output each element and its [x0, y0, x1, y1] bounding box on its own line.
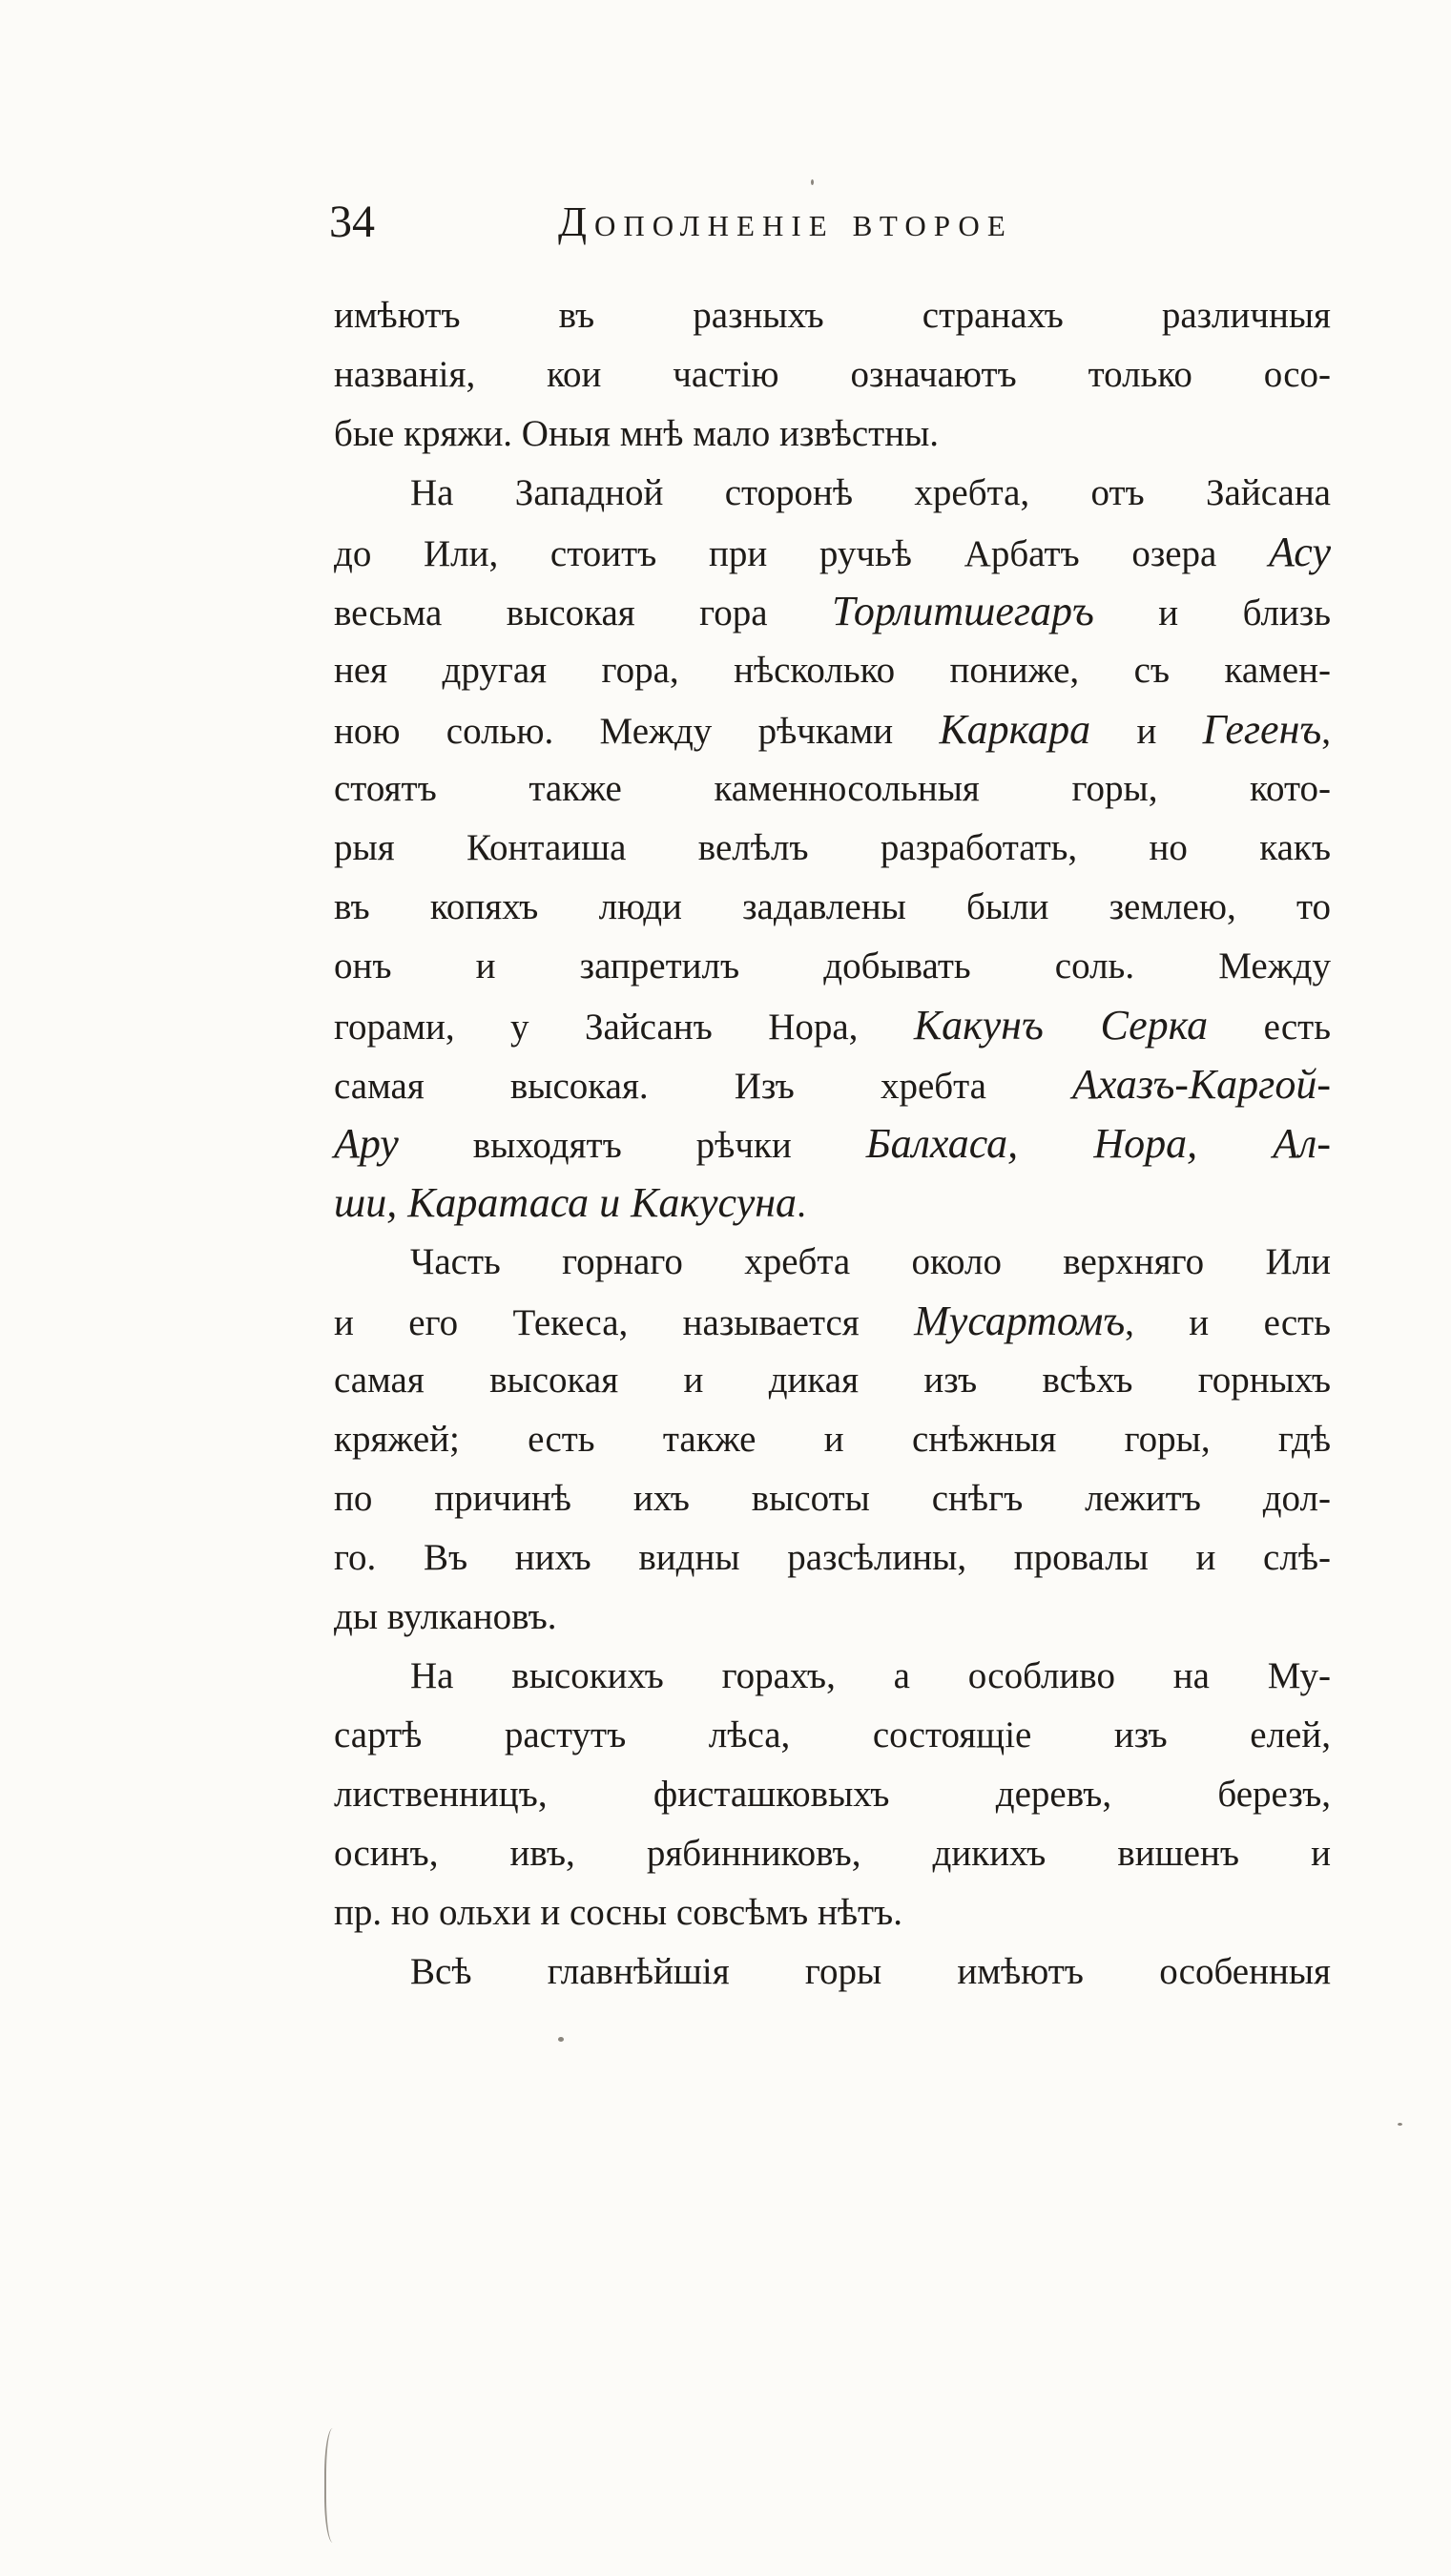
page-number: 34 [329, 197, 375, 247]
text-line-7: нея другая гора, нѣсколько пониже, съ камен- [334, 650, 1331, 691]
text-line-27: осинъ, ивъ, рябинниковъ, дикихъ вишенъ и [334, 1833, 1331, 1874]
text-line-1: имѣютъ въ разныхъ странахъ различныя [334, 295, 1331, 336]
text-line-6: весьма высокая гора Торлитшегаръ и близь [334, 588, 1331, 634]
text-line-25: сартѣ растутъ лѣса, состоящіе изъ елей, [334, 1714, 1331, 1755]
body-text [334, 286, 1331, 2002]
place-name: Торлитшегаръ [831, 588, 1094, 634]
paper-speck [558, 2037, 564, 2042]
place-name: Каркара [939, 706, 1091, 753]
place-name: ши, Каратаса и Какусуна [334, 1179, 798, 1226]
text-line-13: горами, у Зайсанъ Нора, Какунъ Серка есть [334, 1002, 1331, 1049]
text-line-28: пр. но ольхи и сосны совсѣмъ нѣтъ. [334, 1892, 902, 1933]
text-line-29: Всѣ главнѣйшія горы имѣютъ особенныя [410, 1951, 1331, 1992]
page-header [329, 189, 1111, 256]
text-line-18: и его Текеса, называется Мусартомъ, и есть [334, 1298, 1331, 1344]
text-line-8: ною солью. Между рѣчками Каркара и Гегенъ, [334, 706, 1331, 753]
text-line-20: кряжей; есть также и снѣжныя горы, гдѣ [334, 1419, 1331, 1460]
text-line-26: лиственницъ, фисташковыхъ деревъ, березъ, [334, 1774, 1331, 1815]
text-line-10: рыя Контаиша велѣлъ разработать, но какъ [334, 827, 1331, 868]
text-line-12: онъ и запретилъ добывать соль. Между [334, 945, 1331, 987]
running-head: Дополненіе второе [558, 198, 1013, 245]
text-line-11: въ копяхъ люди задавлены были землею, то [334, 886, 1331, 927]
paper-mark [324, 2428, 345, 2543]
text-line-9: стоятъ также каменносольныя горы, кото- [334, 768, 1331, 809]
place-name: Гегенъ [1202, 706, 1322, 753]
text-line-3: бые кряжи. Оныя мнѣ мало извѣстны. [334, 413, 940, 454]
text-line-4: На Западной сторонѣ хребта, отъ Зайсана [410, 472, 1331, 513]
paper-speck [811, 179, 814, 185]
text-line-16: ши, Каратаса и Какусуна. [334, 1179, 806, 1226]
place-name: Ахазъ-Каргой- [1072, 1061, 1331, 1108]
place-name: Балхаса, Нора, Ал- [865, 1120, 1332, 1167]
text-line-14: самая высокая. Изъ хребта Ахазъ-Каргой- [334, 1061, 1331, 1108]
text-line-19: самая высокая и дикая изъ всѣхъ горныхъ [334, 1360, 1331, 1401]
text-line-2: названія, кои частію означаютъ только осо- [334, 354, 1331, 395]
text-line-5: до Или, стоитъ при ручьѣ Арбатъ озера Асу [334, 529, 1331, 575]
place-name: Ару [334, 1120, 399, 1167]
text-line-21: по причинѣ ихъ высоты снѣгъ лежитъ дол- [334, 1478, 1331, 1519]
paper-speck [1398, 2123, 1402, 2126]
place-name: Какунъ Серка [913, 1002, 1209, 1049]
text-line-17: Часть горнаго хребта около верхняго Или [410, 1241, 1331, 1282]
text-line-24: На высокихъ горахъ, а особливо на Му- [410, 1655, 1331, 1696]
text-line-22: го. Въ нихъ видны разсѣлины, провалы и слѣ- [334, 1537, 1331, 1578]
text-line-15: Ару выходятъ рѣчки Балхаса, Нора, Ал- [334, 1120, 1332, 1167]
place-name: Асу [1269, 529, 1331, 575]
text-line-23: ды вулкановъ. [334, 1596, 557, 1637]
place-name: Мусартомъ [914, 1298, 1126, 1344]
